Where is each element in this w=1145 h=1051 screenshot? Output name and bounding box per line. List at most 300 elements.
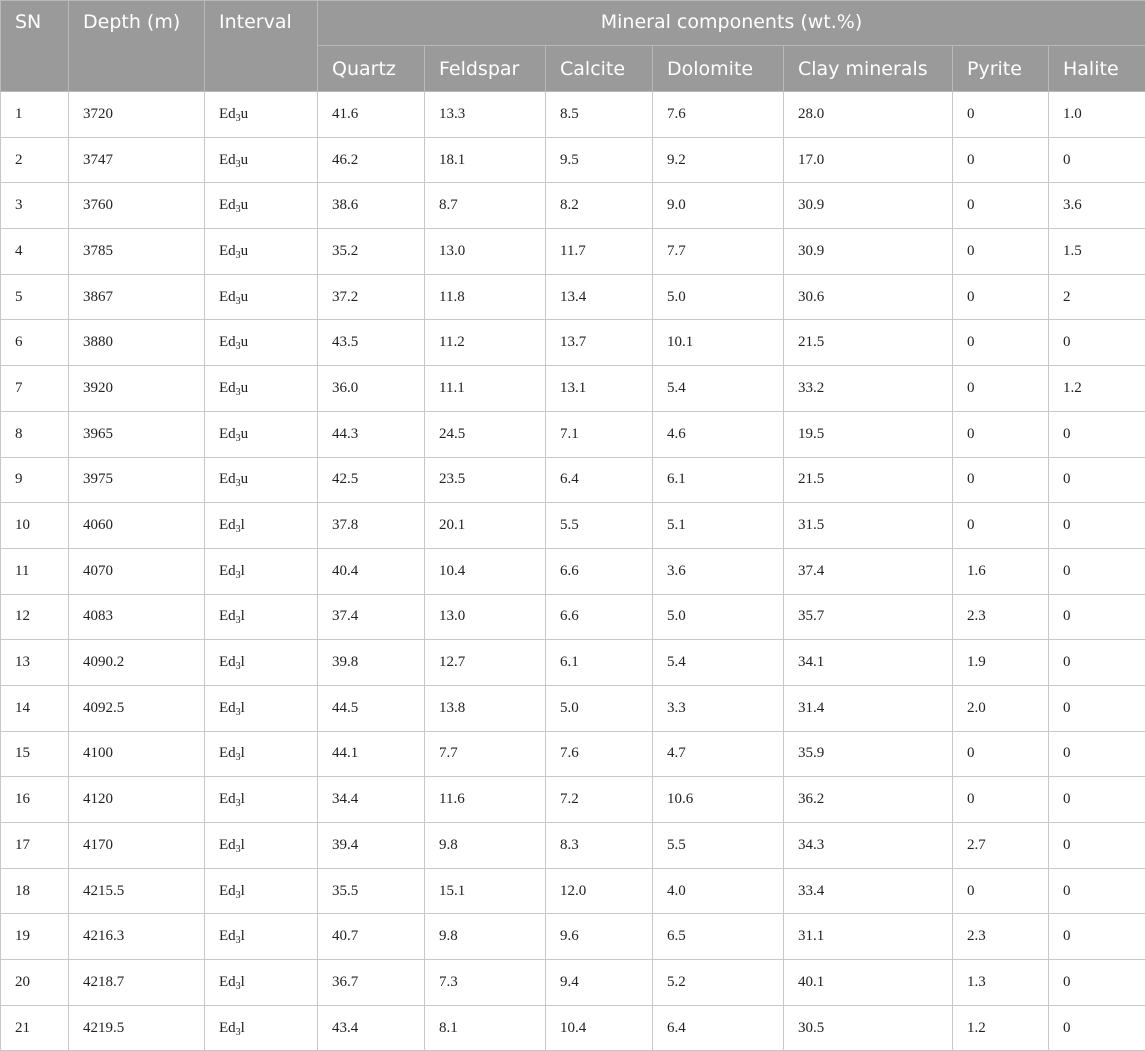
cell-depth: 3975: [69, 457, 205, 503]
cell-halite: 3.6: [1049, 183, 1145, 229]
cell-feldspar: 11.1: [425, 366, 546, 412]
cell-feldspar: 20.1: [425, 503, 546, 549]
cell-halite: 0: [1049, 137, 1145, 183]
cell-depth: 4170: [69, 823, 205, 869]
cell-pyrite: 0: [953, 229, 1049, 275]
cell-quartz: 37.4: [318, 594, 425, 640]
cell-quartz: 37.2: [318, 274, 425, 320]
interval-subscript: 3: [235, 1026, 241, 1038]
cell-dolomite: 6.5: [653, 914, 784, 960]
cell-dolomite: 5.0: [653, 594, 784, 640]
cell-halite: 0: [1049, 914, 1145, 960]
interval-prefix: Ed: [219, 517, 236, 534]
cell-pyrite: 0: [953, 183, 1049, 229]
cell-clay-minerals: 33.4: [784, 868, 953, 914]
cell-feldspar: 11.8: [425, 274, 546, 320]
cell-interval: [205, 548, 318, 594]
cell-calcite: 6.6: [546, 548, 653, 594]
interval-suffix: l: [240, 608, 245, 625]
cell-halite: 1.0: [1049, 92, 1145, 138]
cell-depth: 4219.5: [69, 1005, 205, 1051]
cell-pyrite: 2.3: [953, 914, 1049, 960]
cell-pyrite: 0: [953, 366, 1049, 412]
cell-halite: 1.2: [1049, 366, 1145, 412]
cell-depth: 3867: [69, 274, 205, 320]
cell-dolomite: 5.5: [653, 823, 784, 869]
interval-prefix: Ed: [219, 882, 236, 899]
cell-dolomite: 10.6: [653, 777, 784, 823]
cell-quartz: 39.4: [318, 823, 425, 869]
interval-subscript: 3: [235, 752, 241, 764]
cell-sn: 11: [1, 548, 69, 594]
interval-suffix: u: [240, 288, 249, 305]
cell-calcite: 5.5: [546, 503, 653, 549]
cell-calcite: 9.6: [546, 914, 653, 960]
cell-calcite: 7.6: [546, 731, 653, 777]
cell-pyrite: 1.2: [953, 1005, 1049, 1051]
interval-subscript: 3: [235, 341, 241, 353]
cell-clay-minerals: 30.6: [784, 274, 953, 320]
cell-clay-minerals: 36.2: [784, 777, 953, 823]
interval-subscript: 3: [235, 569, 241, 581]
interval-suffix: l: [240, 973, 245, 990]
cell-clay-minerals: 34.3: [784, 823, 953, 869]
header-sn: SN: [1, 1, 69, 92]
cell-quartz: 36.7: [318, 960, 425, 1006]
interval-suffix: u: [240, 151, 249, 168]
header-halite: Halite: [1049, 46, 1145, 92]
cell-calcite: 8.2: [546, 183, 653, 229]
table-row: [1, 731, 1145, 777]
interval-suffix: l: [240, 836, 245, 853]
cell-interval: [205, 640, 318, 686]
interval-prefix: Ed: [219, 973, 236, 990]
interval-suffix: l: [240, 562, 245, 579]
interval-prefix: Ed: [219, 105, 236, 122]
interval-prefix: Ed: [219, 928, 236, 945]
interval-prefix: Ed: [219, 334, 236, 351]
cell-depth: 4120: [69, 777, 205, 823]
cell-pyrite: 0: [953, 320, 1049, 366]
table-body: [1, 92, 1145, 1051]
cell-feldspar: 7.3: [425, 960, 546, 1006]
cell-sn: 18: [1, 868, 69, 914]
cell-interval: [205, 183, 318, 229]
interval-prefix: Ed: [219, 288, 236, 305]
interval-subscript: 3: [235, 661, 241, 673]
cell-clay-minerals: 35.7: [784, 594, 953, 640]
cell-dolomite: 5.2: [653, 960, 784, 1006]
interval-suffix: u: [240, 471, 249, 488]
cell-calcite: 8.5: [546, 92, 653, 138]
cell-calcite: 13.7: [546, 320, 653, 366]
cell-interval: [205, 685, 318, 731]
cell-pyrite: 0: [953, 411, 1049, 457]
interval-suffix: u: [240, 425, 249, 442]
interval-subscript: 3: [235, 843, 241, 855]
header-quartz: Quartz: [318, 46, 425, 92]
cell-depth: 4090.2: [69, 640, 205, 686]
cell-pyrite: 0: [953, 137, 1049, 183]
table-row: [1, 320, 1145, 366]
table-row: [1, 183, 1145, 229]
interval-subscript: 3: [235, 112, 241, 124]
table-row: [1, 503, 1145, 549]
table-row: [1, 823, 1145, 869]
header-feldspar: Feldspar: [425, 46, 546, 92]
cell-halite: 0: [1049, 320, 1145, 366]
table-row: [1, 92, 1145, 138]
interval-subscript: 3: [235, 524, 241, 536]
cell-pyrite: 0: [953, 92, 1049, 138]
cell-halite: 0: [1049, 868, 1145, 914]
interval-subscript: 3: [235, 432, 241, 444]
cell-quartz: 44.5: [318, 685, 425, 731]
cell-halite: 0: [1049, 457, 1145, 503]
cell-sn: 19: [1, 914, 69, 960]
cell-sn: 21: [1, 1005, 69, 1051]
cell-sn: 1: [1, 92, 69, 138]
cell-depth: 4216.3: [69, 914, 205, 960]
cell-dolomite: 5.4: [653, 366, 784, 412]
cell-dolomite: 3.6: [653, 548, 784, 594]
cell-dolomite: 9.0: [653, 183, 784, 229]
table-row: [1, 868, 1145, 914]
cell-clay-minerals: 30.9: [784, 229, 953, 275]
cell-dolomite: 4.0: [653, 868, 784, 914]
cell-sn: 17: [1, 823, 69, 869]
cell-clay-minerals: 31.4: [784, 685, 953, 731]
cell-calcite: 7.1: [546, 411, 653, 457]
cell-sn: 13: [1, 640, 69, 686]
cell-pyrite: 0: [953, 457, 1049, 503]
interval-subscript: 3: [235, 158, 241, 170]
cell-feldspar: 8.7: [425, 183, 546, 229]
cell-halite: 0: [1049, 503, 1145, 549]
cell-quartz: 43.5: [318, 320, 425, 366]
cell-pyrite: 2.3: [953, 594, 1049, 640]
cell-feldspar: 7.7: [425, 731, 546, 777]
cell-calcite: 13.4: [546, 274, 653, 320]
cell-feldspar: 13.8: [425, 685, 546, 731]
cell-depth: 4070: [69, 548, 205, 594]
cell-feldspar: 10.4: [425, 548, 546, 594]
interval-suffix: l: [240, 699, 245, 716]
cell-interval: [205, 594, 318, 640]
cell-sn: 5: [1, 274, 69, 320]
table-row: [1, 914, 1145, 960]
cell-interval: [205, 914, 318, 960]
cell-dolomite: 3.3: [653, 685, 784, 731]
cell-feldspar: 12.7: [425, 640, 546, 686]
cell-interval: [205, 777, 318, 823]
cell-sn: 6: [1, 320, 69, 366]
cell-calcite: 9.4: [546, 960, 653, 1006]
cell-halite: 0: [1049, 594, 1145, 640]
cell-sn: 4: [1, 229, 69, 275]
cell-depth: 3760: [69, 183, 205, 229]
cell-sn: 9: [1, 457, 69, 503]
cell-dolomite: 5.4: [653, 640, 784, 686]
cell-interval: [205, 366, 318, 412]
interval-prefix: Ed: [219, 791, 236, 808]
cell-sn: 8: [1, 411, 69, 457]
interval-subscript: 3: [235, 386, 241, 398]
header-pyrite: Pyrite: [953, 46, 1049, 92]
cell-interval: [205, 868, 318, 914]
cell-interval: [205, 229, 318, 275]
interval-subscript: 3: [235, 615, 241, 627]
interval-suffix: l: [240, 928, 245, 945]
interval-subscript: 3: [235, 295, 241, 307]
table-row: [1, 457, 1145, 503]
cell-sn: 2: [1, 137, 69, 183]
cell-sn: 15: [1, 731, 69, 777]
table-row: [1, 548, 1145, 594]
cell-interval: [205, 274, 318, 320]
cell-calcite: 10.4: [546, 1005, 653, 1051]
cell-interval: [205, 411, 318, 457]
cell-depth: 4092.5: [69, 685, 205, 731]
cell-dolomite: 6.4: [653, 1005, 784, 1051]
cell-quartz: 37.8: [318, 503, 425, 549]
interval-suffix: u: [240, 197, 249, 214]
cell-feldspar: 11.2: [425, 320, 546, 366]
cell-sn: 16: [1, 777, 69, 823]
table-row: [1, 1005, 1145, 1051]
cell-interval: [205, 457, 318, 503]
interval-suffix: l: [240, 882, 245, 899]
interval-prefix: Ed: [219, 151, 236, 168]
cell-halite: 0: [1049, 548, 1145, 594]
cell-clay-minerals: 28.0: [784, 92, 953, 138]
cell-quartz: 43.4: [318, 1005, 425, 1051]
interval-prefix: Ed: [219, 242, 236, 259]
cell-quartz: 42.5: [318, 457, 425, 503]
cell-quartz: 39.8: [318, 640, 425, 686]
table-row: [1, 137, 1145, 183]
cell-depth: 4218.7: [69, 960, 205, 1006]
cell-quartz: 40.4: [318, 548, 425, 594]
table-row: [1, 229, 1145, 275]
cell-halite: 1.5: [1049, 229, 1145, 275]
cell-depth: 3747: [69, 137, 205, 183]
cell-depth: 4060: [69, 503, 205, 549]
cell-calcite: 13.1: [546, 366, 653, 412]
cell-clay-minerals: 37.4: [784, 548, 953, 594]
cell-interval: [205, 823, 318, 869]
cell-calcite: 6.4: [546, 457, 653, 503]
cell-pyrite: 2.0: [953, 685, 1049, 731]
cell-halite: 0: [1049, 960, 1145, 1006]
cell-dolomite: 4.7: [653, 731, 784, 777]
cell-calcite: 11.7: [546, 229, 653, 275]
table-row: [1, 777, 1145, 823]
cell-depth: 3920: [69, 366, 205, 412]
cell-dolomite: 10.1: [653, 320, 784, 366]
cell-depth: 3965: [69, 411, 205, 457]
cell-quartz: 41.6: [318, 92, 425, 138]
cell-depth: 3785: [69, 229, 205, 275]
cell-halite: 0: [1049, 1005, 1145, 1051]
cell-calcite: 6.1: [546, 640, 653, 686]
cell-depth: 3720: [69, 92, 205, 138]
header-clay-minerals: Clay minerals: [784, 46, 953, 92]
cell-quartz: 34.4: [318, 777, 425, 823]
interval-prefix: Ed: [219, 197, 236, 214]
cell-pyrite: 0: [953, 777, 1049, 823]
cell-pyrite: 0: [953, 731, 1049, 777]
cell-quartz: 44.3: [318, 411, 425, 457]
cell-quartz: 46.2: [318, 137, 425, 183]
interval-prefix: Ed: [219, 699, 236, 716]
cell-sn: 7: [1, 366, 69, 412]
table-row: [1, 411, 1145, 457]
cell-clay-minerals: 21.5: [784, 457, 953, 503]
cell-halite: 0: [1049, 411, 1145, 457]
cell-feldspar: 13.0: [425, 594, 546, 640]
table-row: [1, 640, 1145, 686]
cell-clay-minerals: 30.5: [784, 1005, 953, 1051]
interval-suffix: u: [240, 379, 249, 396]
cell-clay-minerals: 40.1: [784, 960, 953, 1006]
cell-halite: 0: [1049, 777, 1145, 823]
cell-depth: 4100: [69, 731, 205, 777]
cell-depth: 4215.5: [69, 868, 205, 914]
cell-interval: [205, 320, 318, 366]
interval-subscript: 3: [235, 706, 241, 718]
table-row: [1, 685, 1145, 731]
cell-clay-minerals: 31.5: [784, 503, 953, 549]
cell-clay-minerals: 31.1: [784, 914, 953, 960]
cell-clay-minerals: 21.5: [784, 320, 953, 366]
interval-prefix: Ed: [219, 836, 236, 853]
cell-feldspar: 13.3: [425, 92, 546, 138]
cell-quartz: 44.1: [318, 731, 425, 777]
cell-halite: 0: [1049, 640, 1145, 686]
interval-prefix: Ed: [219, 425, 236, 442]
cell-dolomite: 9.2: [653, 137, 784, 183]
cell-dolomite: 7.7: [653, 229, 784, 275]
cell-feldspar: 15.1: [425, 868, 546, 914]
cell-sn: 3: [1, 183, 69, 229]
interval-prefix: Ed: [219, 608, 236, 625]
cell-interval: [205, 92, 318, 138]
cell-calcite: 6.6: [546, 594, 653, 640]
cell-feldspar: 11.6: [425, 777, 546, 823]
interval-subscript: 3: [235, 889, 241, 901]
header-interval: Interval: [205, 1, 318, 92]
cell-dolomite: 5.0: [653, 274, 784, 320]
cell-quartz: 35.2: [318, 229, 425, 275]
cell-feldspar: 24.5: [425, 411, 546, 457]
cell-clay-minerals: 17.0: [784, 137, 953, 183]
table-header: [1, 1, 1145, 92]
cell-calcite: 8.3: [546, 823, 653, 869]
interval-prefix: Ed: [219, 654, 236, 671]
cell-sn: 14: [1, 685, 69, 731]
interval-subscript: 3: [235, 204, 241, 216]
cell-feldspar: 23.5: [425, 457, 546, 503]
cell-halite: 0: [1049, 823, 1145, 869]
cell-pyrite: 1.3: [953, 960, 1049, 1006]
cell-pyrite: 2.7: [953, 823, 1049, 869]
interval-subscript: 3: [235, 980, 241, 992]
cell-clay-minerals: 34.1: [784, 640, 953, 686]
interval-suffix: l: [240, 654, 245, 671]
header-mineral-components: Mineral components (wt.%): [318, 1, 1145, 46]
interval-suffix: u: [240, 242, 249, 259]
interval-subscript: 3: [235, 478, 241, 490]
cell-quartz: 40.7: [318, 914, 425, 960]
interval-prefix: Ed: [219, 379, 236, 396]
cell-pyrite: 0: [953, 503, 1049, 549]
cell-interval: [205, 1005, 318, 1051]
cell-calcite: 5.0: [546, 685, 653, 731]
cell-halite: 0: [1049, 685, 1145, 731]
interval-suffix: l: [240, 745, 245, 762]
interval-subscript: 3: [235, 935, 241, 947]
table-row: [1, 594, 1145, 640]
cell-quartz: 38.6: [318, 183, 425, 229]
cell-clay-minerals: 35.9: [784, 731, 953, 777]
cell-depth: 3880: [69, 320, 205, 366]
interval-subscript: 3: [235, 798, 241, 810]
cell-sn: 20: [1, 960, 69, 1006]
cell-dolomite: 7.6: [653, 92, 784, 138]
header-dolomite: Dolomite: [653, 46, 784, 92]
cell-interval: [205, 731, 318, 777]
interval-prefix: Ed: [219, 562, 236, 579]
cell-sn: 12: [1, 594, 69, 640]
interval-suffix: u: [240, 334, 249, 351]
header-depth: Depth (m): [69, 1, 205, 92]
cell-feldspar: 13.0: [425, 229, 546, 275]
cell-calcite: 9.5: [546, 137, 653, 183]
cell-interval: [205, 960, 318, 1006]
table-row: [1, 960, 1145, 1006]
interval-suffix: l: [240, 791, 245, 808]
cell-calcite: 12.0: [546, 868, 653, 914]
interval-suffix: l: [240, 517, 245, 534]
table-row: [1, 274, 1145, 320]
cell-interval: [205, 137, 318, 183]
cell-interval: [205, 503, 318, 549]
header-calcite: Calcite: [546, 46, 653, 92]
cell-dolomite: 6.1: [653, 457, 784, 503]
cell-feldspar: 9.8: [425, 823, 546, 869]
cell-clay-minerals: 19.5: [784, 411, 953, 457]
cell-depth: 4083: [69, 594, 205, 640]
cell-sn: 10: [1, 503, 69, 549]
interval-prefix: Ed: [219, 471, 236, 488]
cell-quartz: 36.0: [318, 366, 425, 412]
cell-dolomite: 4.6: [653, 411, 784, 457]
table-row: [1, 366, 1145, 412]
cell-halite: 0: [1049, 731, 1145, 777]
cell-clay-minerals: 30.9: [784, 183, 953, 229]
interval-subscript: 3: [235, 249, 241, 261]
interval-suffix: l: [240, 1019, 245, 1036]
cell-feldspar: 8.1: [425, 1005, 546, 1051]
cell-feldspar: 18.1: [425, 137, 546, 183]
cell-pyrite: 0: [953, 868, 1049, 914]
interval-prefix: Ed: [219, 745, 236, 762]
interval-suffix: u: [240, 105, 249, 122]
cell-quartz: 35.5: [318, 868, 425, 914]
cell-pyrite: 0: [953, 274, 1049, 320]
cell-clay-minerals: 33.2: [784, 366, 953, 412]
